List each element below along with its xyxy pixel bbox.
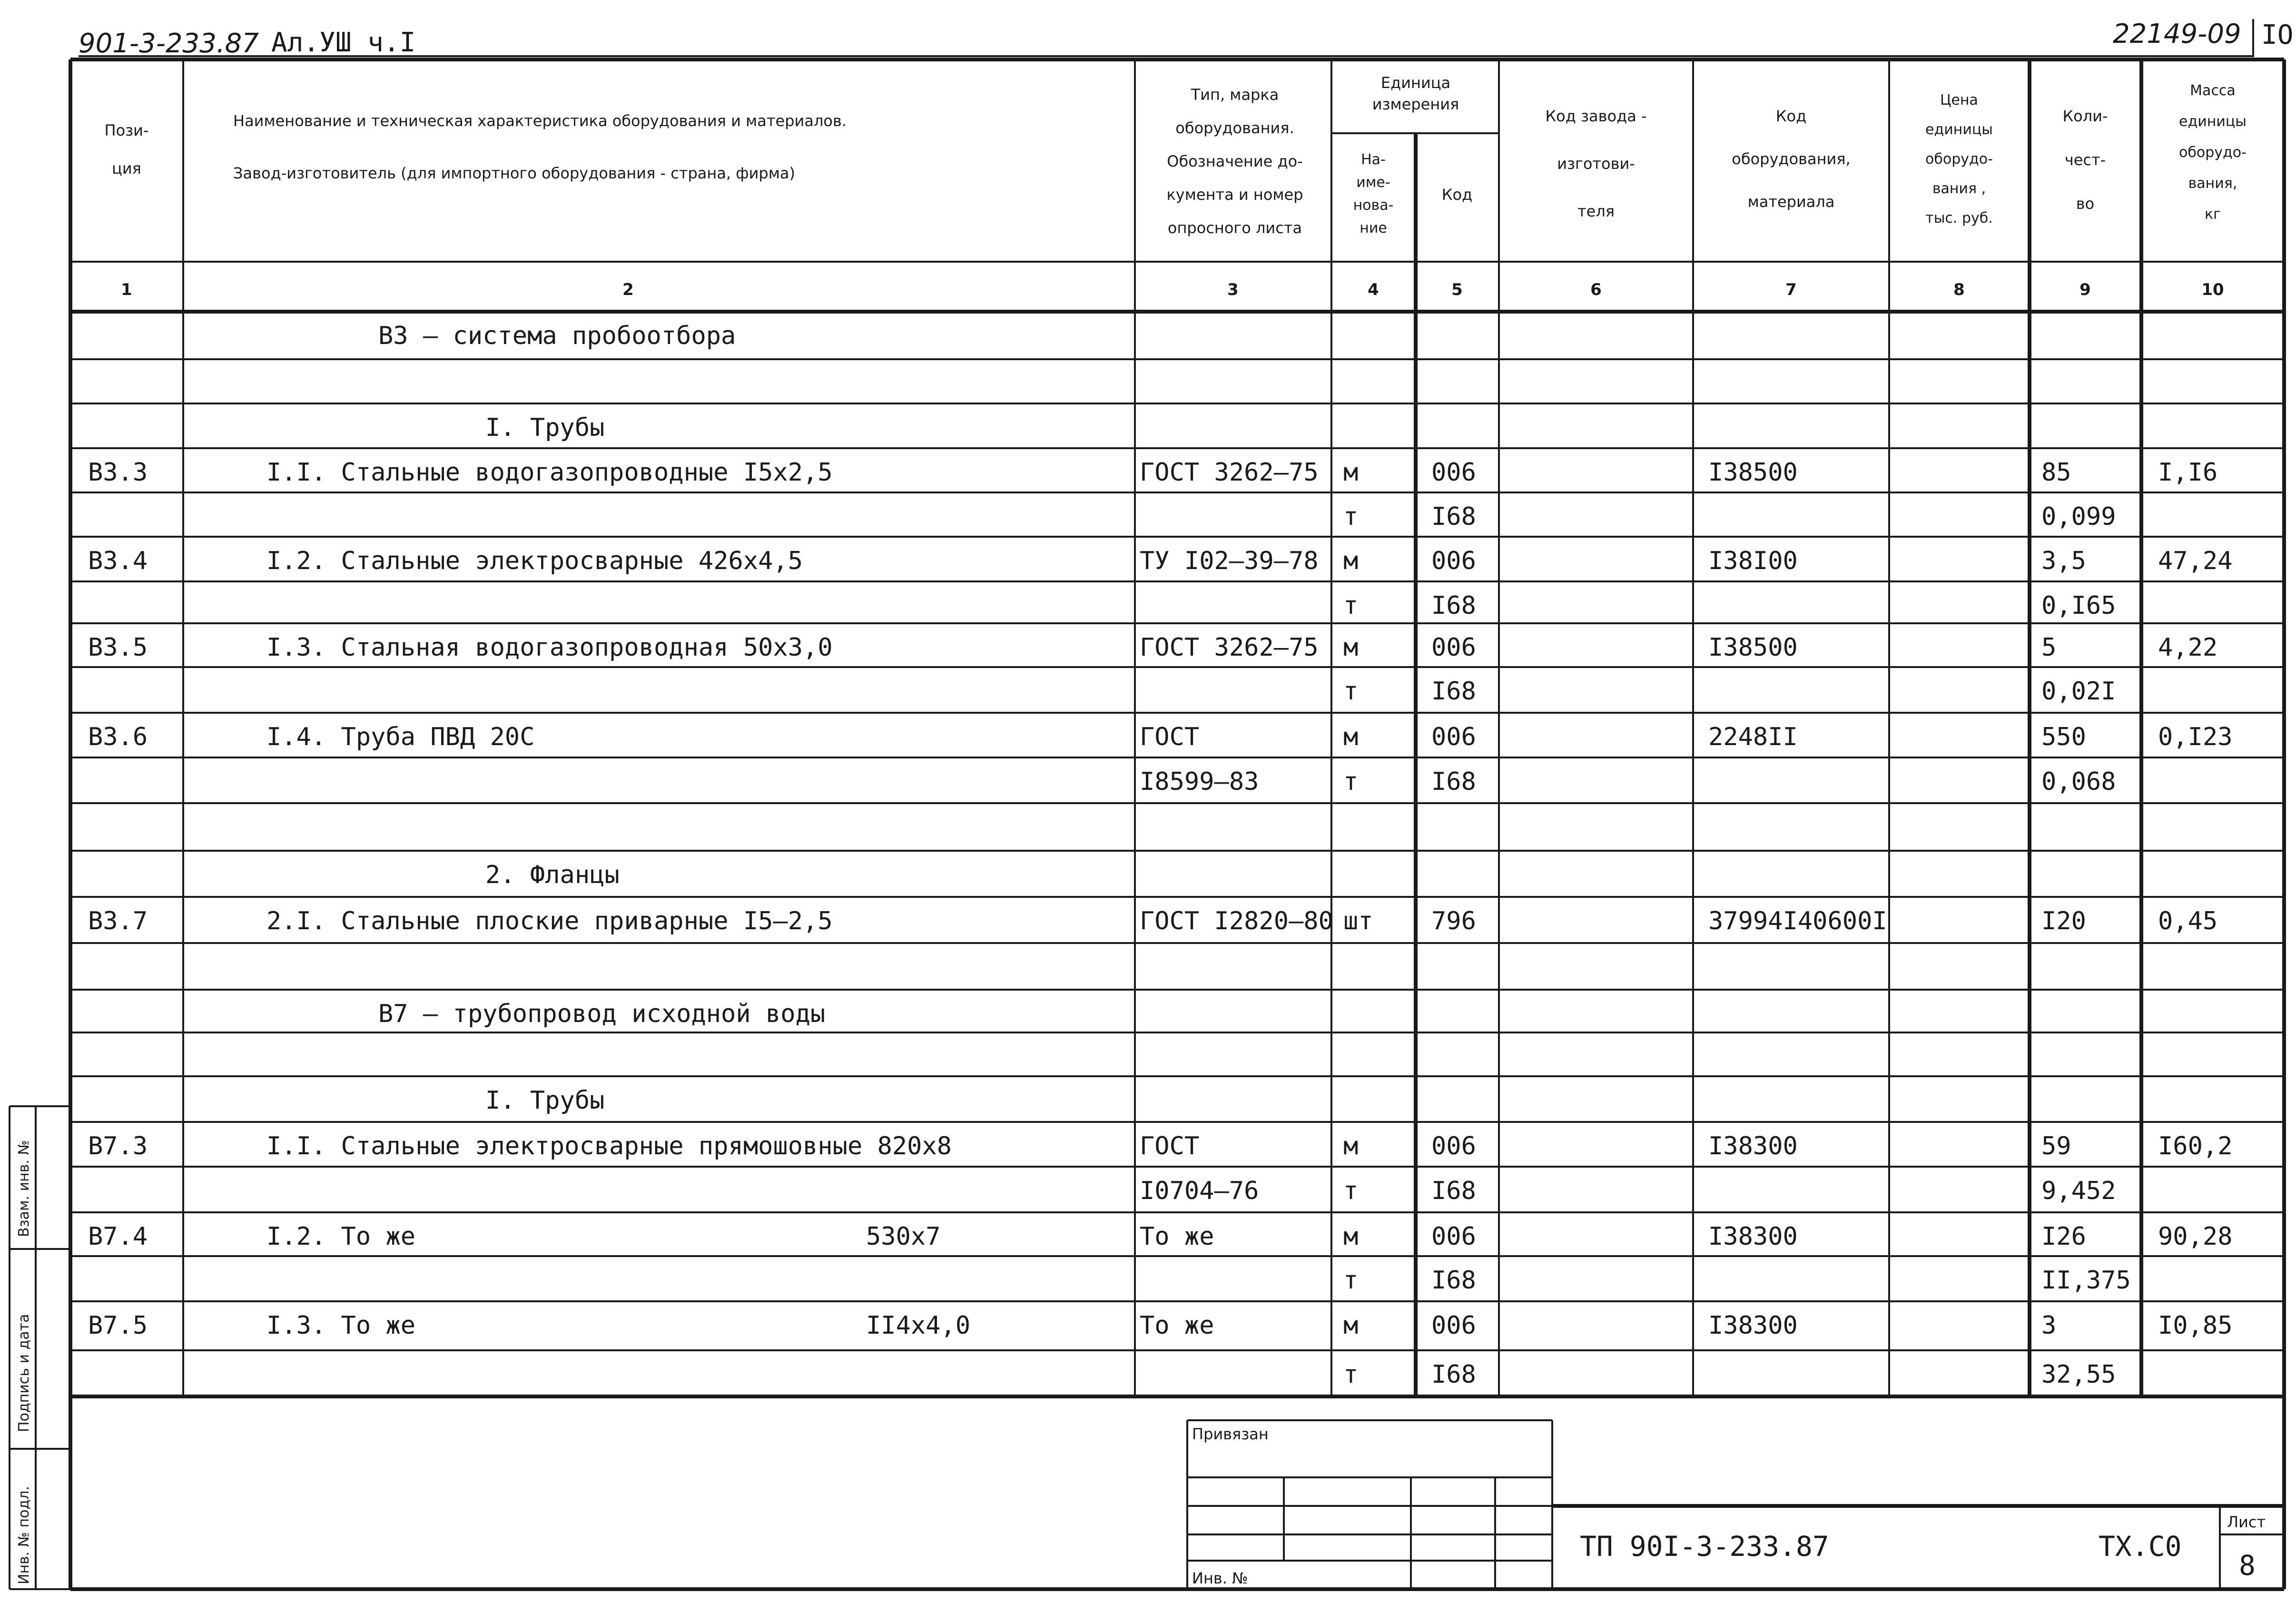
row-name: I.3. Стальная водогазопроводная 50х3,0: [266, 633, 833, 662]
row-unit-code: 006: [1431, 547, 1476, 575]
row-position: В3.7: [88, 907, 148, 935]
row-unit-name: т: [1343, 677, 1359, 706]
header-unit-mass: единицы: [2179, 113, 2247, 130]
footer-inv-label: Инв. №: [1192, 1569, 1248, 1587]
row-unit-mass: I0,85: [2158, 1311, 2233, 1340]
section-heading: В3 – система пробоотбора: [378, 322, 736, 350]
side-replace-inv: Взам. инв. №: [16, 1140, 32, 1237]
row-name: I.3. То же: [266, 1311, 416, 1340]
row-name: I.4. Труба ПВД 20С: [266, 723, 535, 751]
column-number: 10: [2201, 280, 2224, 299]
header-name: Завод-изготовитель (для импортного оборудования - страна, фирма): [233, 164, 795, 182]
row-unit-mass: 4,22: [2158, 633, 2218, 662]
table-header: [105, 74, 2247, 237]
row-unit-mass: 47,24: [2158, 547, 2233, 575]
row-unit-code: 006: [1431, 1311, 1476, 1340]
row-unit-code: I68: [1431, 767, 1476, 796]
column-number: 7: [1785, 280, 1797, 299]
footer-sheet-label: Лист: [2227, 1513, 2266, 1531]
row-unit-code: 006: [1431, 1222, 1476, 1251]
row-equipment-code: I38300: [1708, 1311, 1798, 1340]
row-unit-name: м: [1343, 1311, 1359, 1340]
row-quantity: 85: [2041, 458, 2071, 487]
row-unit-code: I68: [1431, 591, 1476, 620]
footer-privyazan-label: Привязан: [1192, 1425, 1269, 1443]
row-quantity: 59: [2041, 1132, 2071, 1160]
row-unit-name: м: [1343, 633, 1359, 662]
row-quantity: 9,452: [2041, 1177, 2116, 1205]
section-heading: I. Трубы: [485, 1086, 605, 1115]
header-unit-price: оборудо-: [1925, 151, 1993, 167]
header-maker-code: изготови-: [1557, 155, 1635, 173]
row-unit-code: 006: [1431, 723, 1476, 751]
row-unit-code: I68: [1431, 1177, 1476, 1205]
album-label: Ал.УШ ч.I: [271, 27, 416, 58]
sheet-corner-number: IO: [2261, 20, 2294, 50]
row-equipment-code: I38300: [1708, 1222, 1798, 1251]
row-position: В7.4: [88, 1222, 148, 1251]
row-unit-mass: 0,45: [2158, 907, 2218, 935]
row-name: I.I. Стальные электросварные прямошовные 820х8: [266, 1132, 952, 1160]
header-unit-mass: Масса: [2190, 82, 2236, 99]
row-equipment-code: I38I00: [1708, 547, 1798, 575]
column-number: 9: [2079, 280, 2091, 299]
header-type-doc: Обозначение до-: [1167, 152, 1303, 170]
row-quantity: 3: [2041, 1311, 2057, 1340]
header-equipment-code: оборудования,: [1732, 150, 1851, 168]
row-unit-code: I68: [1431, 1360, 1476, 1389]
table-body: [88, 322, 2233, 1389]
header-unit-group: Единица: [1380, 74, 1451, 92]
column-number: 5: [1451, 280, 1463, 299]
row-unit-name: м: [1343, 1132, 1359, 1160]
column-number: 2: [622, 280, 634, 299]
row-unit-name: т: [1343, 1266, 1359, 1295]
row-unit-code: I68: [1431, 502, 1476, 531]
row-name: 2.I. Стальные плоские приварные I5–2,5: [266, 907, 833, 935]
header-unit-price: вания ,: [1932, 180, 1986, 197]
row-quantity: 3,5: [2041, 547, 2086, 575]
row-equipment-code: I38500: [1708, 458, 1798, 487]
row-name-size: 530х7: [866, 1222, 941, 1251]
header-position: ция: [112, 159, 141, 177]
header-equipment-code: материала: [1747, 193, 1835, 211]
section-heading: 2. Фланцы: [485, 861, 620, 889]
row-unit-name: т: [1343, 502, 1359, 531]
row-unit-code: 006: [1431, 633, 1476, 662]
row-unit-code: I68: [1431, 677, 1476, 706]
row-position: В3.3: [88, 458, 148, 487]
row-name: I.I. Стальные водогазопроводные I5х2,5: [266, 458, 833, 487]
row-equipment-code: 2248II: [1708, 723, 1798, 751]
row-unit-name: т: [1343, 1360, 1359, 1389]
row-unit-name: м: [1343, 1222, 1359, 1251]
row-unit-name: т: [1343, 1177, 1359, 1205]
header-position: Пози-: [104, 121, 149, 139]
footer-project-code: ТП 90I-3-233.87: [1580, 1530, 1829, 1563]
row-unit-code: 006: [1431, 1132, 1476, 1160]
row-name-size: II4х4,0: [866, 1311, 971, 1340]
row-document: То же: [1140, 1222, 1214, 1251]
header-type-doc: Тип, марка: [1191, 86, 1279, 104]
row-document: I0704–76: [1140, 1177, 1259, 1205]
row-unit-code: 006: [1431, 458, 1476, 487]
row-position: В3.6: [88, 723, 148, 751]
side-original-inv: Инв. № подл.: [16, 1486, 32, 1584]
row-quantity: I20: [2041, 907, 2086, 935]
row-name: I.2. Стальные электросварные 426х4,5: [266, 547, 803, 575]
header-unit-price: единицы: [1925, 121, 1993, 138]
header-unit-name: ние: [1360, 220, 1387, 236]
header-unit-code: Код: [1441, 186, 1473, 204]
footer-stamp-grid: [1187, 1420, 2284, 1589]
header-type-doc: кумента и номер: [1166, 186, 1303, 204]
row-document: ГОСТ 3262–75: [1140, 633, 1319, 662]
row-equipment-code: 37994I40600I: [1708, 907, 1887, 935]
row-document: ГОСТ: [1140, 1132, 1200, 1160]
row-quantity: I26: [2041, 1222, 2086, 1251]
row-document: ТУ I02–39–78: [1140, 547, 1319, 575]
header-quantity: чест-: [2064, 151, 2106, 169]
header-unit-mass: вания,: [2188, 175, 2237, 192]
footer-sheet-number: 8: [2239, 1549, 2256, 1582]
row-quantity: 0,I65: [2041, 591, 2116, 620]
row-quantity: 0,099: [2041, 502, 2116, 531]
header-type-doc: опросного листа: [1167, 219, 1302, 237]
row-unit-mass: I60,2: [2158, 1132, 2233, 1160]
doc-code: 901-3-233.87: [79, 28, 259, 59]
header-unit-price: Цена: [1940, 92, 1978, 108]
row-unit-mass: I,I6: [2158, 458, 2218, 487]
row-position: В7.3: [88, 1132, 148, 1160]
header-maker-code: теля: [1577, 202, 1615, 220]
row-unit-name: т: [1343, 767, 1359, 796]
row-quantity: II,375: [2041, 1266, 2131, 1295]
row-unit-code: I68: [1431, 1266, 1476, 1295]
column-number: 3: [1227, 280, 1239, 299]
header-unit-price: тыс. руб.: [1925, 210, 1993, 226]
header-unit-mass: оборудо-: [2179, 144, 2247, 161]
row-quantity: 550: [2041, 723, 2086, 751]
header-unit-mass: кг: [2205, 206, 2221, 223]
row-document: ГОСТ 3262–75: [1140, 458, 1319, 487]
header-unit-name: На-: [1361, 151, 1386, 168]
row-equipment-code: I38300: [1708, 1132, 1798, 1160]
column-number: 8: [1953, 280, 1965, 299]
footer-doc-mark: ТХ.С0: [2099, 1530, 2182, 1563]
row-unit-mass: 90,28: [2158, 1222, 2233, 1251]
row-quantity: 0,068: [2041, 767, 2116, 796]
header-unit-group: измерения: [1372, 95, 1459, 113]
row-unit-name: м: [1343, 547, 1359, 575]
row-document: I8599–83: [1140, 767, 1259, 796]
row-position: В3.5: [88, 633, 148, 662]
section-heading: I. Трубы: [485, 413, 605, 442]
column-number: 1: [121, 280, 132, 299]
row-unit-code: 796: [1431, 907, 1476, 935]
row-position: В7.5: [88, 1311, 148, 1340]
inventory-number: 22149-09: [2113, 19, 2241, 49]
column-number: 4: [1368, 280, 1379, 299]
table-grid: [70, 59, 2284, 1589]
column-number: 6: [1590, 280, 1602, 299]
column-number-row: [121, 280, 2224, 299]
row-unit-name: м: [1343, 458, 1359, 487]
side-signature-date: Подпись и дата: [16, 1314, 32, 1432]
row-document: То же: [1140, 1311, 1214, 1340]
header-equipment-code: Код: [1775, 107, 1807, 125]
header-maker-code: Код завода -: [1545, 107, 1647, 125]
header-unit-name: име-: [1356, 174, 1390, 191]
row-unit-name: м: [1343, 723, 1359, 751]
row-equipment-code: I38500: [1708, 633, 1798, 662]
header-name: Наименование и техническая характеристика оборудования и материалов.: [233, 112, 847, 130]
section-heading: В7 – трубопровод исходной воды: [378, 1000, 826, 1028]
header-quantity: Коли-: [2062, 107, 2108, 125]
row-name: I.2. То же: [266, 1222, 416, 1251]
row-quantity: 5: [2041, 633, 2057, 662]
row-position: В3.4: [88, 547, 148, 575]
row-unit-name: шт: [1343, 907, 1373, 935]
header-quantity: во: [2076, 195, 2095, 213]
row-quantity: 32,55: [2041, 1360, 2116, 1389]
row-document: ГОСТ I2820–80: [1140, 907, 1333, 935]
row-unit-mass: 0,I23: [2158, 723, 2233, 751]
header-unit-name: нова-: [1353, 197, 1394, 214]
row-document: ГОСТ: [1140, 723, 1200, 751]
row-quantity: 0,02I: [2041, 677, 2116, 706]
row-unit-name: т: [1343, 591, 1359, 620]
header-type-doc: оборудования.: [1175, 119, 1294, 137]
